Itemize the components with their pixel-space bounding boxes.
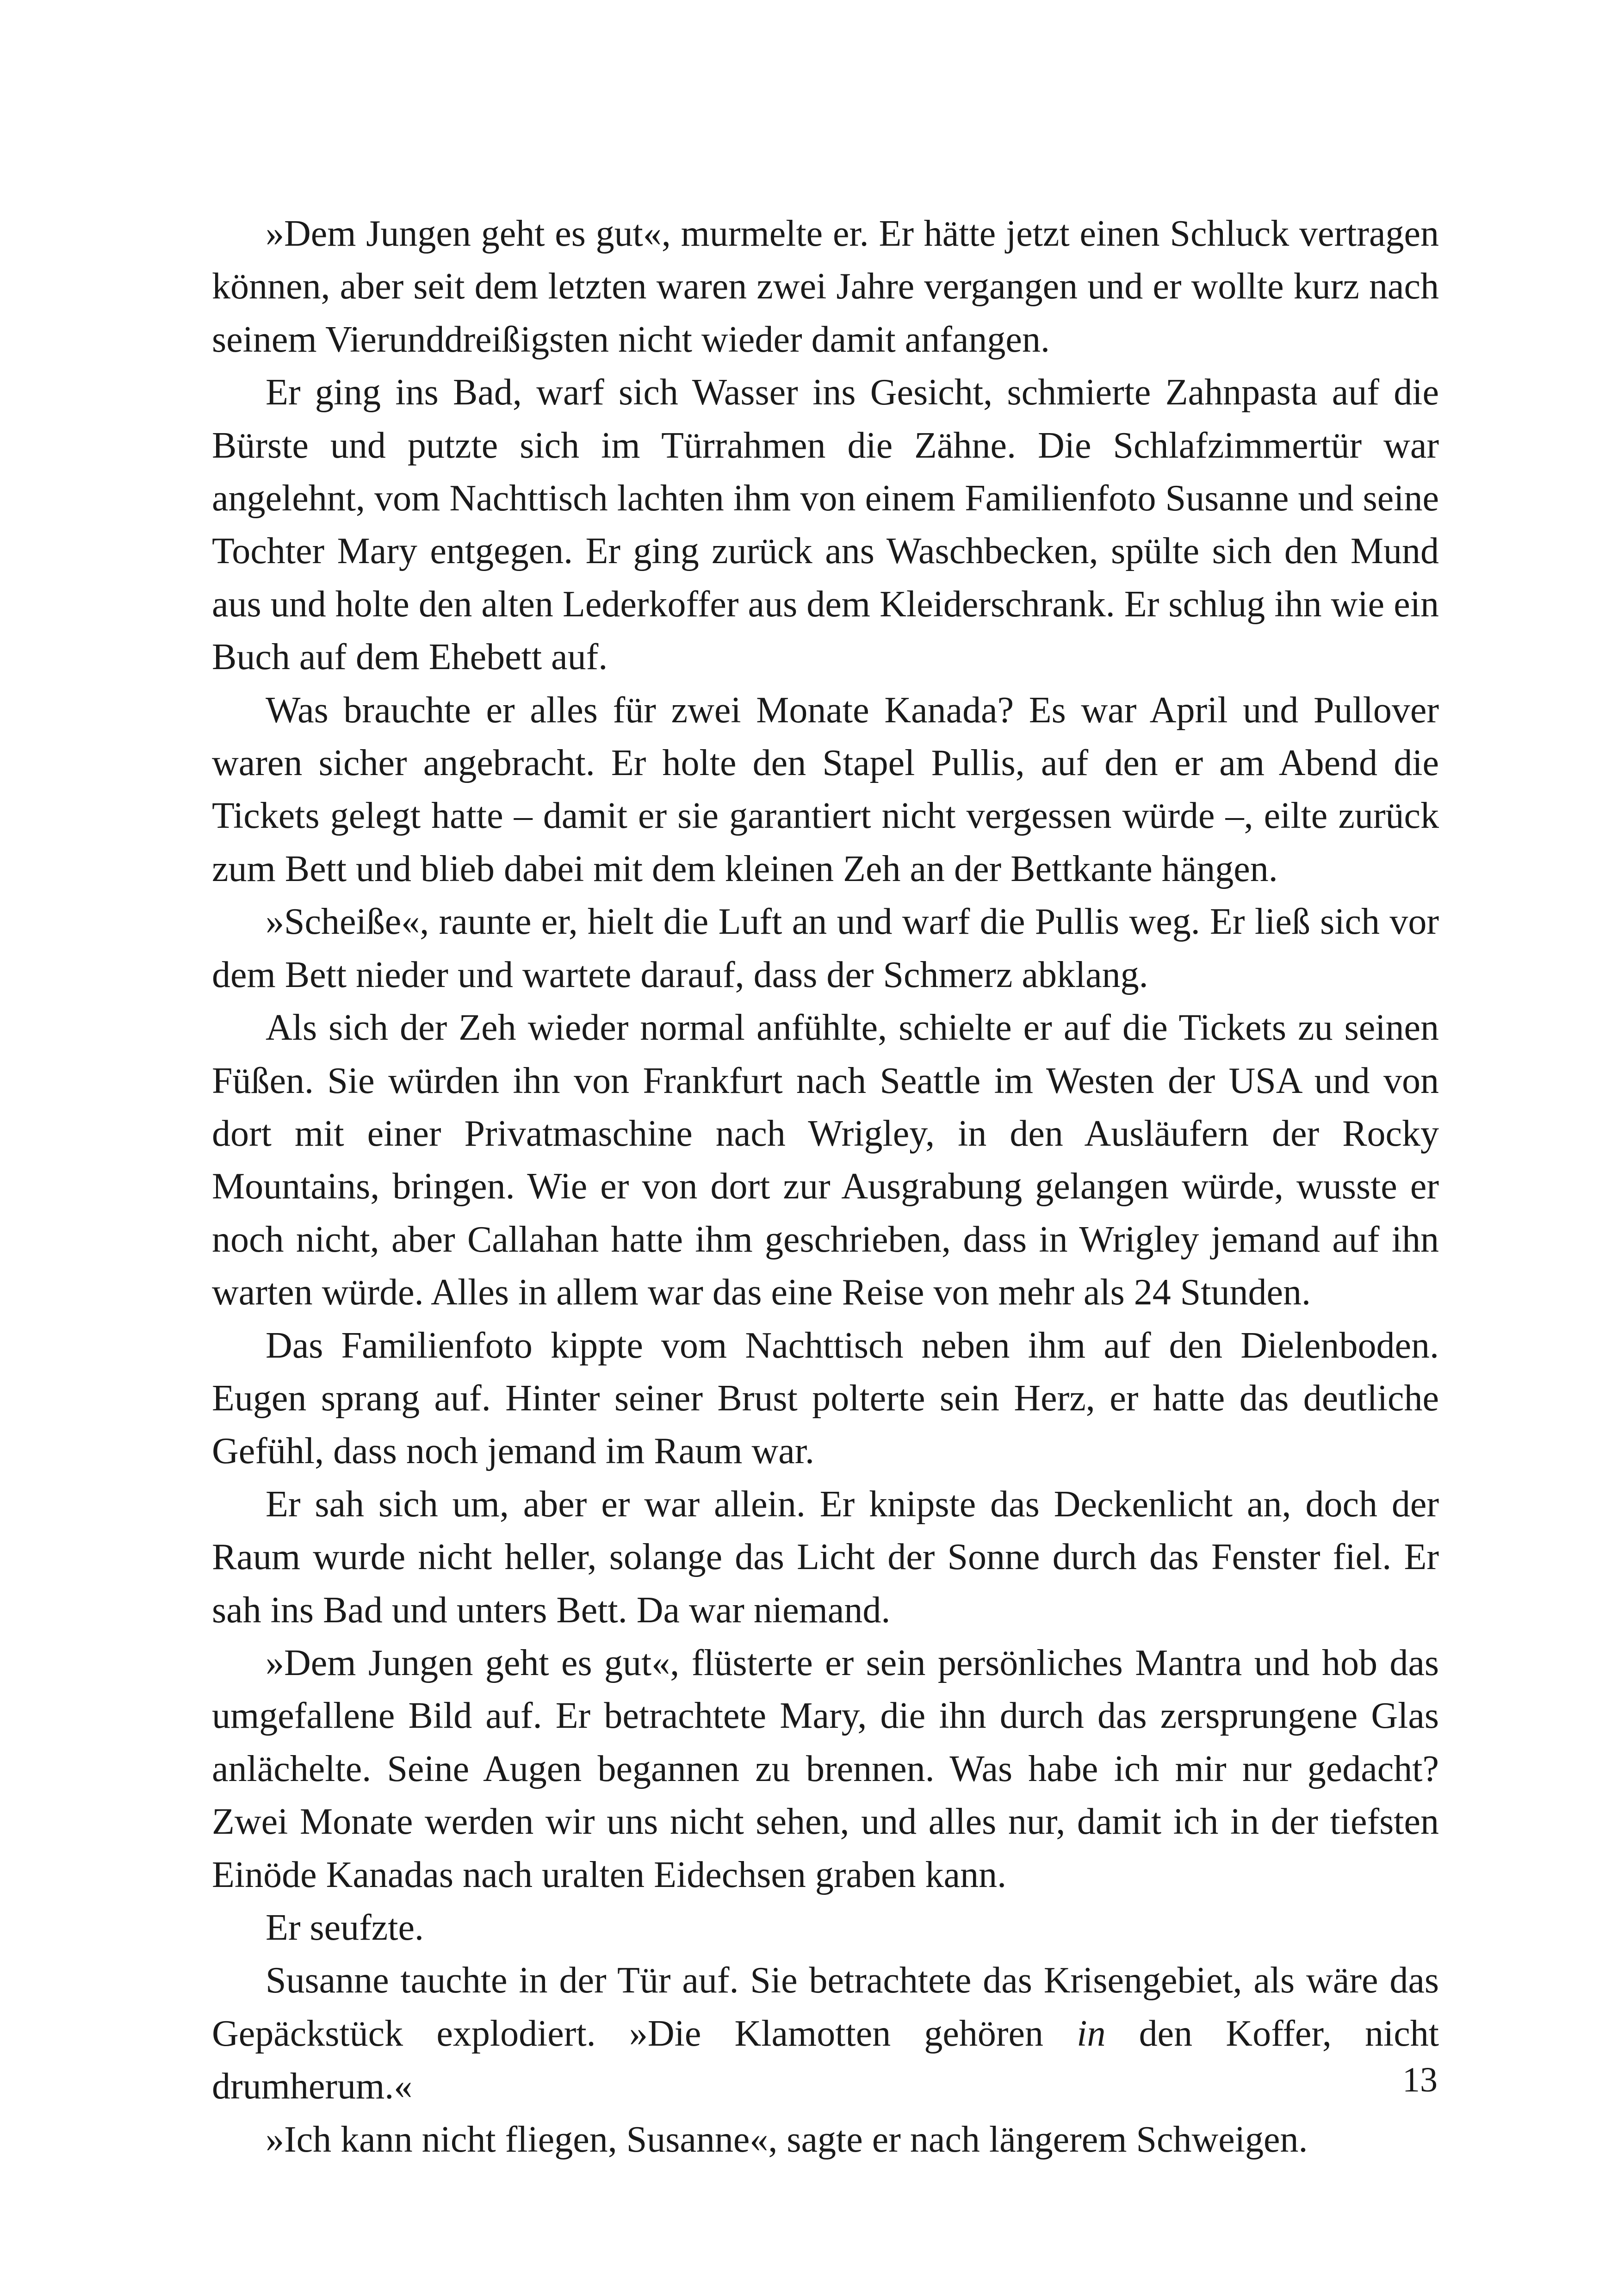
paragraph-text: Susanne tauchte in der Tür auf. Sie betrachtete das Krisengebiet, als wäre das Gepäckstück explodiert. »Die Klamotten gehören xyxy=(212,1960,1439,2054)
paragraph: Das Familienfoto kippte vom Nachttisch neben ihm auf den Dielenboden. Eugen sprang auf. Hinter seiner Brust polterte sein Herz, er hatte das deutliche Gefühl, dass noch jemand im Raum war. xyxy=(212,1325,1439,1472)
page-number: 13 xyxy=(1402,2060,1438,2099)
emphasis-text: in xyxy=(1077,2013,1106,2054)
paragraph: Er sah sich um, aber er war allein. Er knipste das Deckenlicht an, doch der Raum wurde nicht heller, solange das Licht der Sonne durch das Fenster fiel. Er sah ins Bad und unters Bett. Da war niemand. xyxy=(212,1483,1439,1631)
paragraph: Was brauchte er alles für zwei Monate Kanada? Es war April und Pullover waren sicher angebracht. Er holte den Stapel Pullis, auf den er am Abend die Tickets gelegt hatte – damit er sie garantiert nicht vergessen würde –, eilte zurück zum Bett und blieb dabei mit dem kleinen Zeh an der Bettkante hängen. xyxy=(212,689,1439,889)
paragraph-text: den Koffer, nicht drumherum.« xyxy=(212,2013,1439,2107)
paragraph: »Dem Jungen geht es gut«, murmelte er. Er hätte jetzt einen Schluck vertragen können, aber seit dem letzten waren zwei Jahre vergangen und er wollte kurz nach seinem Vierunddreißigsten nicht wieder damit anfangen. xyxy=(212,213,1439,360)
body-text xyxy=(212,207,1439,2166)
paragraph xyxy=(212,1954,1439,2113)
paragraph: Als sich der Zeh wieder normal anfühlte, schielte er auf die Tickets zu seinen Füßen. Sie würden ihn von Frankfurt nach Seattle im Westen der USA und von dort mit einer Privatmaschine nach Wrigley, in den Ausläufern der Rocky Mountains, bringen. Wie er von dort zur Ausgrabung gelangen würde, wusste er noch nicht, aber Callahan hatte ihm geschrieben, dass in Wrigley jemand auf ihn warten würde. Alles in allem war das eine Reise von mehr als 24 Stunden. xyxy=(212,1007,1439,1313)
paragraph: Er seufzte. xyxy=(266,1907,424,1948)
paragraph: »Scheiße«, raunte er, hielt die Luft an und warf die Pullis weg. Er ließ sich vor dem Bett nieder und wartete darauf, dass der Schmerz abklang. xyxy=(212,901,1439,995)
paragraph: »Dem Jungen geht es gut«, flüsterte er sein persönliches Mantra und hob das umgefallene Bild auf. Er betrachtete Mary, die ihn durch das zersprungene Glas anlächelte. Seine Augen begannen zu brennen. Was habe ich mir nur gedacht? Zwei Monate werden wir uns nicht sehen, und alles nur, damit ich in der tiefsten Einöde Kanadas nach uralten Eidechsen graben kann. xyxy=(212,1642,1439,1895)
paragraph: »Ich kann nicht fliegen, Susanne«, sagte er nach längerem Schweigen. xyxy=(266,2119,1308,2160)
paragraph: Er ging ins Bad, warf sich Wasser ins Gesicht, schmierte Zahnpasta auf die Bürste und putzte sich im Türrahmen die Zähne. Die Schlafzimmertür war angelehnt, vom Nachttisch lachten ihm von einem Familienfoto Susanne und seine Tochter Mary entgegen. Er ging zurück ans Waschbecken, spülte sich den Mund aus und holte den alten Lederkoffer aus dem Kleiderschrank. Er schlug ihn wie ein Buch auf dem Ehebett auf. xyxy=(212,372,1439,678)
